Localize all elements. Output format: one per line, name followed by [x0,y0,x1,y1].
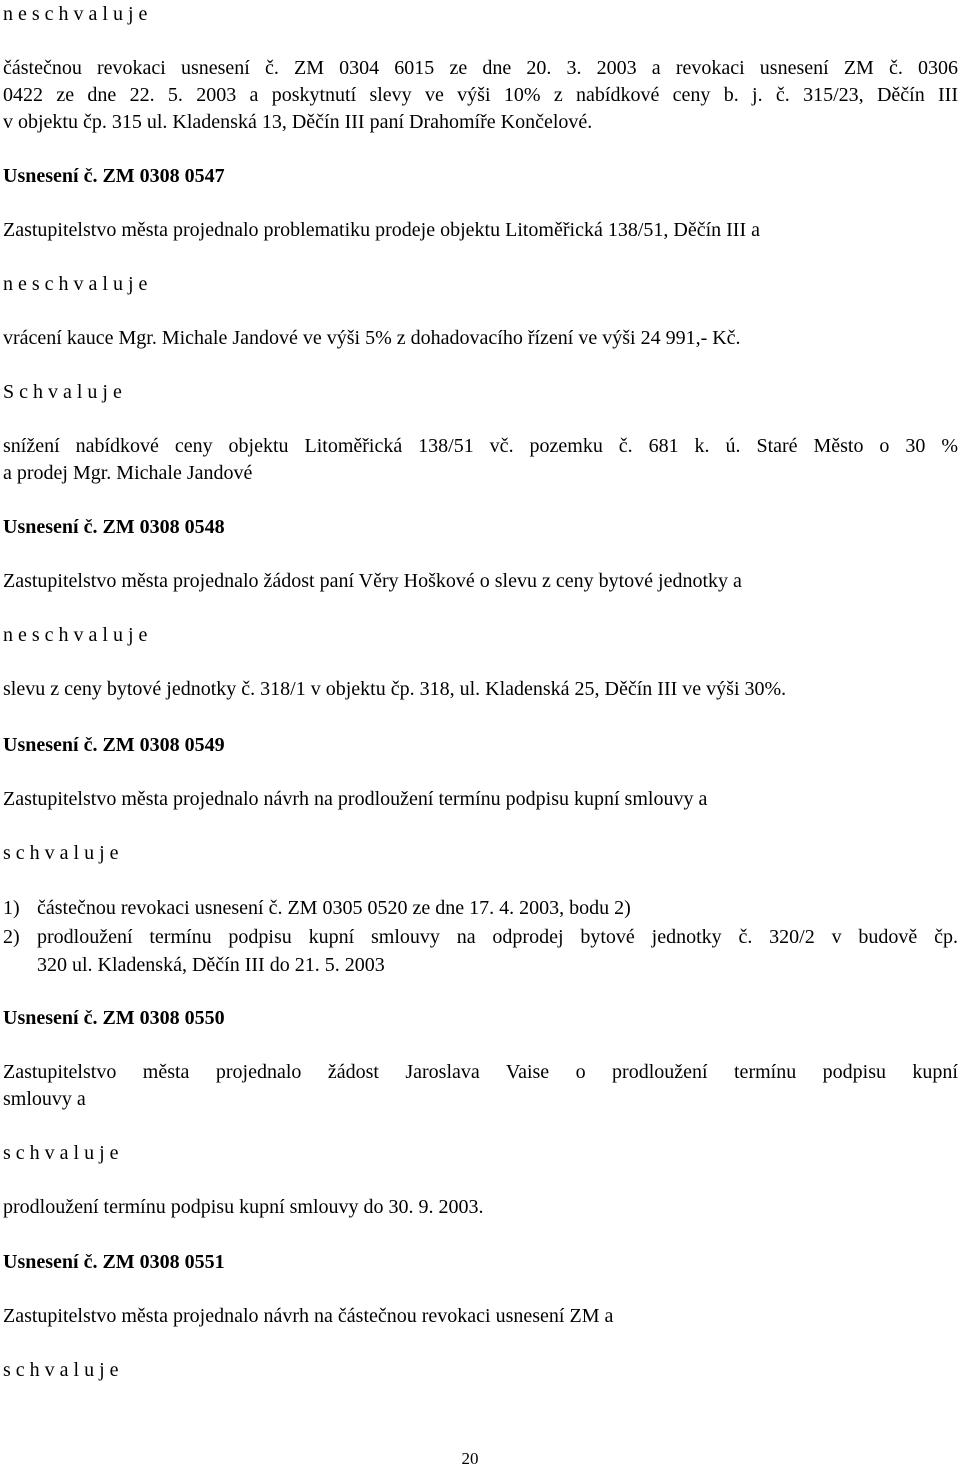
verdict-neschvaluje: n e s c h v a l u j e [3,624,148,646]
verdict-schvaluje: S c h v a l u j e [3,381,122,403]
paragraph-line: 0422 ze dne 22. 5. 2003 a poskytnutí slevy ve výši 10% z nabídkové ceny b. j. č. 315/23, Děčín III [3,84,958,106]
paragraph-line: vrácení kauce Mgr. Michale Jandové ve výši 5% z dohadovacího řízení ve výši 24 991,- Kč. [3,327,741,349]
verdict-schvaluje: s c h v a l u j e [3,1359,119,1381]
resolution-heading-0551: Usnesení č. ZM 0308 0551 [3,1251,225,1273]
verdict-neschvaluje: n e s c h v a l u j e [3,3,148,25]
list-item-text: částečnou revokaci usnesení č. ZM 0305 0520 ze dne 17. 4. 2003, bodu 2) [37,897,631,919]
resolution-heading-0547: Usnesení č. ZM 0308 0547 [3,165,225,187]
paragraph-line: Zastupitelstvo města projednalo žádost paní Věry Hoškové o slevu z ceny bytové jednotky a [3,570,742,592]
verdict-schvaluje: s c h v a l u j e [3,842,119,864]
paragraph-line: slevu z ceny bytové jednotky č. 318/1 v objektu čp. 318, ul. Kladenská 25, Děčín III ve výši 30%. [3,678,787,700]
page-number: 20 [461,1449,479,1468]
paragraph-line: Zastupitelstvo města projednalo žádost Jaroslava Vaise o prodloužení termínu podpisu kupní [3,1061,958,1083]
resolution-heading-0548: Usnesení č. ZM 0308 0548 [3,516,225,538]
paragraph-line: a prodej Mgr. Michale Jandové [3,462,253,484]
paragraph-line: Zastupitelstvo města projednalo návrh na prodloužení termínu podpisu kupní smlouvy a [3,788,708,810]
paragraph-line: v objektu čp. 315 ul. Kladenská 13, Děčín III paní Drahomíře Končelové. [3,111,593,133]
verdict-schvaluje: s c h v a l u j e [3,1142,119,1164]
paragraph-line: Zastupitelstvo města projednalo problematiku prodeje objektu Litoměřická 138/51, Děčín III a [3,219,761,241]
paragraph-line: smlouvy a [3,1088,86,1110]
paragraph-line: snížení nabídkové ceny objektu Litoměřická 138/51 vč. pozemku č. 681 k. ú. Staré Město o 30 % [3,435,958,457]
list-item-number: 2) [3,926,20,948]
resolution-heading-0550: Usnesení č. ZM 0308 0550 [3,1007,225,1029]
list-item-number: 1) [3,897,20,919]
paragraph-line: prodloužení termínu podpisu kupní smlouvy do 30. 9. 2003. [3,1196,484,1218]
paragraph-line: částečnou revokaci usnesení č. ZM 0304 6015 ze dne 20. 3. 2003 a revokaci usnesení ZM č. 0306 [3,57,958,79]
list-item-text: prodloužení termínu podpisu kupní smlouvy na odprodej bytové jednotky č. 320/2 v budově čp. [37,926,958,948]
list-item-text: 320 ul. Kladenská, Děčín III do 21. 5. 2003 [37,954,385,976]
paragraph-line: Zastupitelstvo města projednalo návrh na částečnou revokaci usnesení ZM a [3,1305,614,1327]
verdict-neschvaluje: n e s c h v a l u j e [3,273,148,295]
resolution-heading-0549: Usnesení č. ZM 0308 0549 [3,734,225,756]
